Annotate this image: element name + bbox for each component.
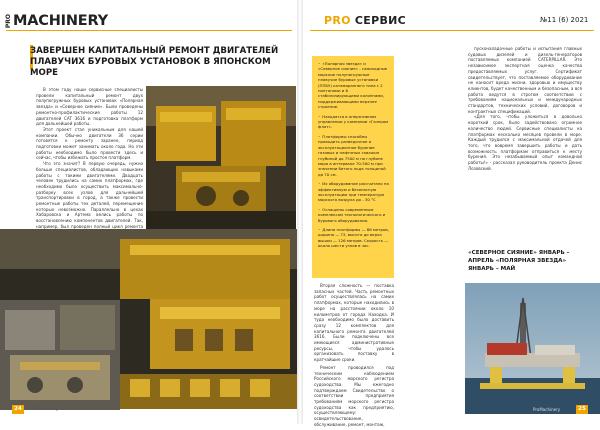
logo-prefix: PRO: [5, 13, 12, 28]
paragraph: «Для того, чтобы уложиться в довольно короткий срок, было задействовано огромное количество людей. Сервисные специалисты на платформах несколько месяцев провели в море. Каждый трудился с максимальной отдачей для того, что вовремя завершить работы и дать возможность платформам отправиться к месту бурения. Это незабываемый опыт командной работы!» - рассказал руководитель проекта Денис Лозовский.: [468, 114, 582, 171]
fact-item: • Находятся в оперативном управлении у компании «Газпром флот».: [318, 113, 389, 130]
right-text-column: [468, 46, 582, 171]
magazine-logo: [6, 8, 108, 28]
engine-parts-photo: [0, 300, 120, 410]
paragraph: Вторая сложность — поставка запасных частей. Часть ремонтных работ осуществлялась на самих платформах, которые находились в море на расстоянии около 10 километров от города Находка. И туда необходимо было доставить сразу 12 комплектов для капитального ремонта двигателей 3616. Были подключены все имеющиеся административные ресурсы, чтобы удалось организовать поставку в кратчайшие сроки.: [314, 283, 394, 363]
fact-item: • Оснащены современным комплексом технологического и бурового оборудования.: [318, 206, 386, 223]
fact-item: • «Полярная звезда» и «Северное сияние» - самоходные морские полупогружные плавучие буровые установки (ППБУ) катамаранного типа с 2 понтонами и 6 стабилизирующими колоннами, поддерживающими верхнее строение.: [318, 61, 388, 110]
spine-gutter: [297, 0, 303, 424]
paragraph: Что это значит? В первую очередь, нужно больше специалистов, обладающих навыками работы с такими двигателями. Двадцать человек трудились на самих платформах, где необходимо было осуществить максимально-разборку всех узлов для дальнейшей транспортировки в город, а также провести ремонтные работы тех деталей, перемещение которых невозможно. Параллельно в цехах Хабаровска и Артема велись работы по восстановлению компонентов двигателей. Так, например, был проведен полный цикл ремонта: [36, 161, 143, 229]
section-title: [324, 14, 406, 27]
fact-item: • Платформы способны проводить разведочное и эксплуатационное бурение газовых и нефтяных скважин глубиной до 7500 м на глубине моря в интервале 70-500 м при значении битого льда толщиной до 70 см.: [318, 133, 386, 177]
paragraph: В этом году наши сервисные специалисты провели капитальный ремонт двух полупогружных буровых установок «Полярная звезда» и «Северное сияние». Были проведены ремонтно-профилактические работы 12 двигателей CAT 3616 и подготовка платформ для дальнейшей работы.: [36, 87, 143, 127]
section-name: СЕРВИС: [350, 14, 407, 27]
page-number-right: 25: [576, 405, 588, 414]
fact-item: • Их оборудование рассчитано на эффективную и безопасную эксплуатацию при температуре морского воздуха до - 30 °C: [318, 181, 389, 203]
engine-photo-top: [146, 86, 296, 229]
section-prefix: PRO: [324, 14, 351, 27]
footer-label-right: ProMachinery: [533, 407, 561, 412]
left-text-column: [36, 87, 143, 235]
paragraph: пусконаладочные работы и испытания главных судовых дизелей и дизель-генераторов поставляемых компанией CATERPILLAR. Это независимое экспертная оценка качества предоставляемых услуг. Сертификат свидетельствует, что поставляемое оборудование не наносит вреда жизни, здоровью и имуществу клиентов, будет качественным и безопасным, а вся работа ведутся в строгом соответствии с требованиям национальных и международных стандартов, технических условий, договоров и контрактных спецификаций.: [468, 46, 582, 114]
logo-main: MACHINERY: [13, 12, 108, 29]
header-rule-left: [6, 30, 292, 31]
middle-text-column: [314, 283, 394, 430]
fact-item: • Длина платформы — 86 метров, ширина — 73, высота до верха вышки — 126 метров. Скорость — около шести узлов в час.: [318, 226, 389, 249]
paragraph: Этот проект стал уникальным для нашей компании. Обычно двигатели 36 серии готовятся к ремонту заранее, период подготовки может занимать около года. Но эти работы необходимо было провести здесь и сейчас, чтобы избежать простоя платформ.: [36, 126, 143, 161]
issue-number: №11 (6) 2021: [540, 16, 589, 24]
article-headline: ЗАВЕРШЕН КАПИТАЛЬНЫЙ РЕМОНТ ДВИГАТЕЛЕЙ ПЛАВУЧИХ БУРОВЫХ УСТАНОВОК В ЯПОНСКОМ МОРЕ: [30, 46, 279, 78]
footer-label-left: ProMachinery: [28, 407, 59, 412]
facts-sidebar: [312, 56, 394, 278]
drilling-rig-photo: [465, 283, 600, 414]
photo-caption: «СЕВЕРНОЕ СИЯНИЕ» ЯНВАРЬ – АПРЕЛЬ «ПОЛЯРНАЯ ЗВЕЗДА» ЯНВАРЬ – МАЙ: [468, 250, 570, 272]
page-number-left: 24: [12, 405, 24, 414]
header-rule-right: [310, 30, 594, 31]
paragraph: Ремонт проводился под техническим наблюдением Российского морского регистра судоходства. Мы ежегодно подтверждаем Свидетельство о соответствии предприятия требованиям морского регистра судоходства как предприятию, осуществляющему: освидетельствование, обслуживание, ремонт, монтаж,: [314, 364, 394, 427]
